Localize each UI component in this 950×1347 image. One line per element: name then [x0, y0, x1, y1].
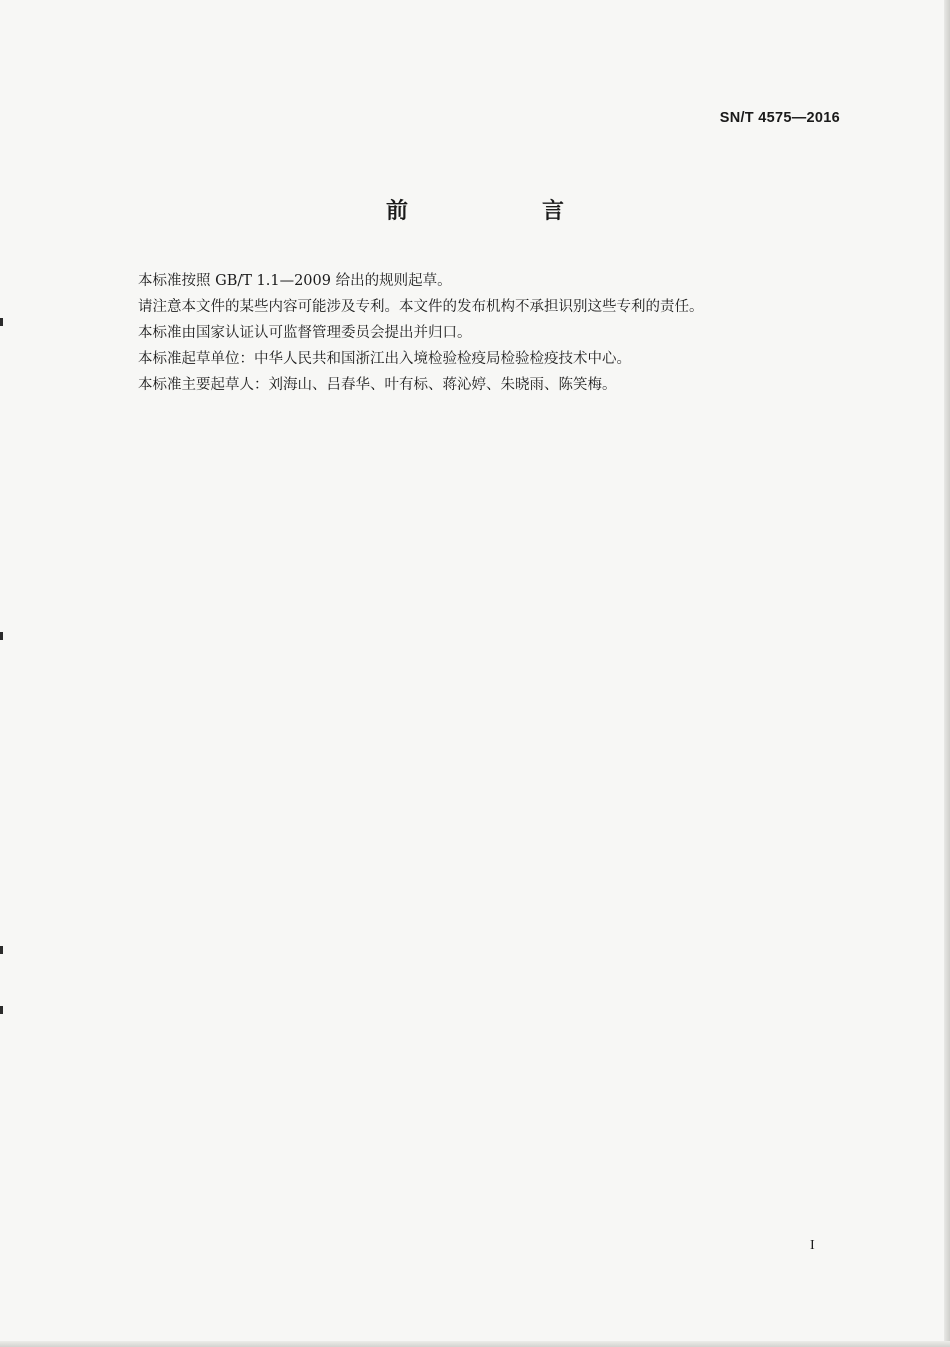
scan-mark: [0, 1006, 3, 1014]
page-title: 前 言: [385, 199, 620, 224]
paragraph: 本标准由国家认证认可监督管理委员会提出并归口。: [138, 325, 472, 341]
scan-mark: [0, 632, 3, 640]
preface-body: [138, 268, 838, 398]
paragraph: 本标准起草单位：中华人民共和国浙江出入境检验检疫局检验检疫技术中心。: [138, 351, 631, 367]
page-number: I: [810, 1238, 815, 1253]
scan-mark: [0, 318, 3, 326]
paragraph: 本标准主要起草人：刘海山、吕春华、叶有标、蒋沁婷、朱晓雨、陈笑梅。: [138, 377, 617, 393]
scan-mark: [0, 946, 3, 954]
standard-code: SN/T 4575—2016: [719, 110, 840, 126]
paragraph: 本标准按照 GB/T 1.1—2009 给出的规则起草。: [138, 273, 452, 289]
page-bottom-shadow: [0, 1341, 950, 1347]
paragraph: 请注意本文件的某些内容可能涉及专利。本文件的发布机构不承担识别这些专利的责任。: [138, 299, 704, 315]
